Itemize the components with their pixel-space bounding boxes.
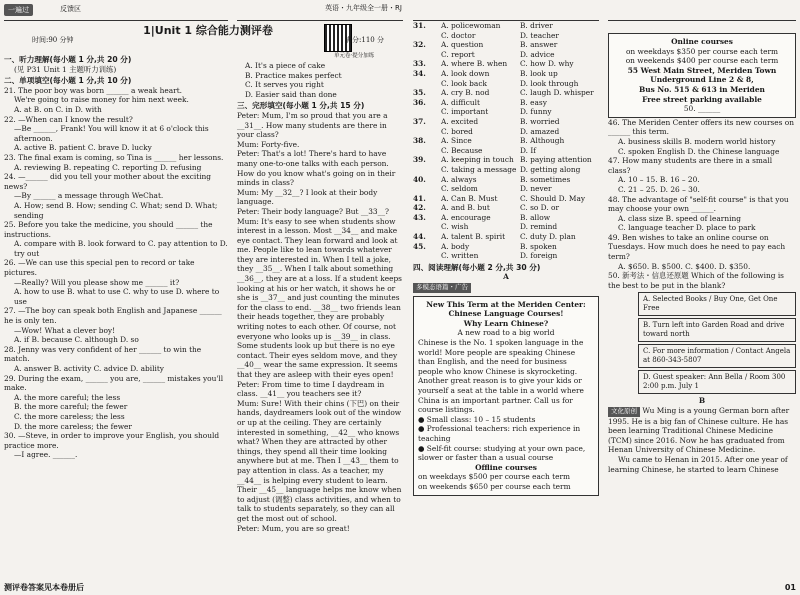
- choice-row: [413, 165, 599, 175]
- option-line: C. 21 – 25. D. 26 – 30.: [618, 184, 700, 194]
- question: 26. —We can use this special pen to record or take pictures.: [4, 258, 195, 278]
- question-line: A. compare with B. look forward to C. pay attention to D. try out: [14, 239, 228, 258]
- choice-row: [413, 232, 599, 242]
- box-line: on weekends $400 per course each term: [625, 56, 779, 66]
- option-line: A. 10 – 15. B. 16 – 20.: [618, 175, 700, 185]
- ad-line: Chinese is the No. 1 spoken language in the world! More people are speaking Chinese than English, and the need for business people who know Chinese is skyrocketing. Another great reason is to give your kids or yourself a seat at the table in a world where China is an important partner. Call us for course listings.: [418, 338, 584, 415]
- choice-number: 44.: [413, 232, 426, 242]
- choice-option: B. sometimes: [520, 174, 571, 184]
- choice-option: D. foreign: [520, 251, 558, 261]
- choice-option: C. bored: [441, 126, 473, 136]
- book-label: 英语・九年级全一册・RJ: [325, 4, 402, 12]
- choice-option: B. allow: [520, 212, 551, 222]
- choice-row: [413, 21, 599, 31]
- question: 27. —The boy can speak both English and Japanese ______ he is only ten.: [4, 306, 222, 326]
- choice-row: [413, 222, 599, 232]
- right-column: [604, 0, 800, 595]
- ad-box: [413, 296, 599, 496]
- choice-row: [413, 194, 599, 204]
- choice-option: D. remind: [520, 222, 558, 232]
- title-block: [18, 22, 398, 45]
- dialogue-line: Peter: Mum, you are so great!: [237, 523, 350, 533]
- q50-option: A. Selected Books / Buy One, Get One Free: [638, 292, 796, 316]
- question-line: A. active B. patient C. brave D. lucky: [14, 143, 152, 153]
- question: 49. Ben wishes to take an online course on Tuesdays. How much does he need to pay each term?: [608, 232, 786, 262]
- choice-option: A. body: [441, 241, 470, 251]
- dialogue-line: Peter: From time to time I daydream in class. __41__ you teachers see it?: [237, 379, 385, 399]
- section-heading: 三、完形填空(每小题 1 分,共 15 分): [237, 101, 365, 111]
- choice-number: 34.: [413, 68, 426, 78]
- choice-option: A. policewoman: [441, 21, 501, 30]
- choice-option: B. driver: [520, 21, 553, 30]
- choice-number: 35.: [413, 88, 426, 98]
- dialogue-line: Mum: It's easy to see when students show interest in a lesson. Most __34__ and make eye contact. They lean forward and look at me. People like to lean towards whatever they are interested in. When I tell a joke, they __35__. When I talk about something __36__, they are at a loss. If a student keeps looking at his or her watch, it shows he or she is __37__ and just counting the minutes for the class to end. __38__ two friends lean their heads together, they are probably writing notes to each other. Of course, not everyone who looks up is __39__ in class. Some students look up but there is no eye contact. Their eyes seldom move, and they __40__ wear the same expression. It seems that they are asleep with their eyes open!: [237, 216, 402, 379]
- choice-row: [413, 98, 599, 108]
- ad-line: on weekdays $500 per course each term: [418, 472, 571, 482]
- choice-option: C. written: [441, 251, 479, 261]
- choice-number: [413, 79, 441, 89]
- question: 50. 新考法・信息还原题 Which of the following is the best to be put in the blank?: [608, 271, 784, 290]
- choice-number: [413, 50, 441, 60]
- choice-option: C. important: [441, 107, 489, 117]
- choice-number: 39.: [413, 155, 426, 165]
- choice-option: C. laugh D. whisper: [520, 88, 594, 98]
- choice-row: [413, 50, 599, 60]
- box-line: 50. ______: [683, 104, 721, 114]
- question: 47. How many students are there in a small class?: [608, 156, 773, 175]
- choice-option: A. always: [441, 174, 477, 184]
- choice-row: [413, 146, 599, 156]
- choice-row: [413, 59, 599, 69]
- ad-line: ● Small class: 10 – 15 students: [418, 414, 536, 424]
- feedback-tag: 反馈区: [60, 5, 81, 13]
- choice-row: [413, 127, 599, 137]
- passage-a-label: A: [503, 272, 509, 282]
- question-line: We're going to raise money for him next week.: [14, 95, 189, 105]
- choice-number: [413, 127, 441, 137]
- choice-option: A. excited: [441, 116, 479, 126]
- question-line: A. How; send B. How; sending C. What; send D. What; sending: [14, 200, 218, 220]
- choice-option: A. difficult: [441, 97, 480, 107]
- choice-option: C. look back: [441, 78, 487, 88]
- passage-b: [608, 406, 796, 455]
- dialogue-line: Peter: Mum, I'm so proud that you are a __31__. How many students are there in your class?: [237, 110, 388, 140]
- option-line: C. spoken English D. the Chinese language: [618, 146, 780, 156]
- full-score: 满分:110 分: [345, 35, 384, 44]
- choice-option: D. funny: [520, 107, 552, 117]
- box-line: Free street parking available: [642, 94, 762, 104]
- choice-number: 37.: [413, 116, 426, 126]
- choice-number: 33.: [413, 59, 426, 69]
- choice-number: [413, 146, 441, 156]
- choice-option: D. amazed: [520, 126, 560, 136]
- brand-ribbon: 一遍过: [4, 4, 33, 16]
- choice-row: [413, 31, 599, 41]
- choice-option: C. Should D. May: [520, 193, 586, 203]
- choice-option: D. If: [520, 145, 537, 155]
- question-line: A. how to use B. what to use C. why to use D. where to use: [14, 287, 220, 306]
- choice-option: D. getting along: [520, 164, 581, 174]
- middle-content: [237, 61, 403, 533]
- choice-row: [413, 175, 599, 185]
- choice-option: B. worried: [520, 116, 560, 126]
- choice-option: C. how D. why: [520, 59, 574, 69]
- choice-option: B. easy: [520, 97, 547, 107]
- choice-option: A. look down: [441, 68, 490, 78]
- choice-row: [413, 136, 599, 146]
- box-line: 55 West Main Street, Meriden Town: [627, 65, 777, 75]
- choice-option: C. report: [441, 49, 475, 59]
- choice-number: 36.: [413, 97, 426, 107]
- choice-row: [413, 242, 599, 252]
- ad-line: on weekends $650 per course each term: [418, 481, 571, 491]
- dialogue-line: A. It's a piece of cake: [245, 61, 326, 70]
- question: 22. —When can I know the result?: [4, 114, 133, 124]
- choice-option: A. talent B. spirit: [441, 232, 506, 242]
- answer-note: 测评卷答案见本卷册后: [4, 583, 84, 593]
- dialogue-line: Mum: My __32__? I look at their body language.: [237, 187, 378, 207]
- q50-option: C. For more information / Contact Angela at 860-343-5807: [638, 344, 796, 368]
- choice-option: A. where B. when: [441, 59, 508, 69]
- passage-b-text: Wu Ming is a young German born after 1995. He is a big fan of Chinese culture. He has been learning Traditional Chinese Medicine (TCM) since 2016. Now he has graduated from Henan University of Chinese Medicine.: [608, 406, 790, 455]
- choice-row: [413, 40, 599, 50]
- right-questions: [608, 118, 796, 291]
- question-line: D. the more careless; the fewer: [14, 421, 132, 431]
- question: 46. The Meriden Center offers its new courses on ______ this term.: [608, 117, 795, 137]
- box-line: Bus No. 515 & 613 in Meriden: [639, 84, 765, 94]
- choice-row: [413, 88, 599, 98]
- passage-b-2: Wu came to Henan in 2015. After one year of learning Chinese, he started to learn Chinese: [608, 455, 788, 474]
- choice-number: 31.: [413, 21, 426, 30]
- choice-number: 43.: [413, 212, 426, 222]
- choice-option: C. so D. or: [520, 203, 560, 213]
- choice-row: [413, 213, 599, 223]
- reading-title: 四、阅读理解(每小题 2 分,共 30 分): [413, 262, 541, 272]
- choice-number: 38.: [413, 136, 426, 146]
- question: 30. —Steve, in order to improve your English, you should practice more.: [4, 431, 220, 450]
- choice-number: [413, 165, 441, 175]
- choice-option: A. and B. but: [441, 203, 490, 213]
- choice-option: C. Because: [441, 145, 483, 155]
- choice-option: B. look up: [520, 68, 558, 78]
- question-line: A. answer B. activity C. advice D. ability: [14, 364, 164, 373]
- section-heading: 一、听力理解(每小题 1 分,共 20 分): [4, 55, 132, 64]
- choice-option: D. advice: [520, 49, 555, 59]
- question-line: (见 P31 Unit 1 主题听力训练): [14, 64, 117, 74]
- choice-option: D. never: [520, 184, 552, 194]
- time-limit: 时间:90 分钟: [32, 35, 74, 44]
- ad-line: A new road to a big world: [457, 328, 555, 338]
- question-line: C. the more careless; the less: [14, 411, 125, 421]
- choice-number: [413, 31, 441, 41]
- section-heading: 二、单项填空(每小题 1 分,共 10 分): [4, 76, 132, 86]
- choice-option: C. doctor: [441, 30, 476, 40]
- dialogue-line: Mum: Forty-five.: [237, 139, 300, 149]
- choice-row: [413, 107, 599, 117]
- choice-number: 41.: [413, 193, 426, 203]
- choice-number: [413, 251, 441, 261]
- choice-option: A. keeping in touch: [441, 155, 514, 165]
- question: 25. Before you take the medicine, you should ______ the instructions.: [4, 220, 213, 239]
- question: 29. During the exam, ______ you are, ______ mistakes you'll make.: [4, 373, 224, 393]
- dialogue-line: Mum: Sure! With their chins (下巴) on their hands, daydreamers look out of the window or up at the ceiling. They are certainly interested in something, __42__ who knows what? When they are attracted by other things, they spend all their time looking anywhere but at me. Then I __43__ them to pay attention in class. As a teacher, my __44__ is helping every student to learn. Their __45__ language helps me know when to adjust (调整) class activities, and when to talk to students separately, so they can all get the most out of school.: [237, 398, 402, 523]
- middle-column: [234, 0, 406, 595]
- culture-tag: 文化原创: [608, 407, 640, 417]
- question: 24. —______ did you tell your mother about the exciting news?: [4, 172, 212, 191]
- qr-note: 单元卷·提分加练: [334, 53, 375, 59]
- dialogue-line: Peter: That's a lot! There's hard to have many one-to-one talks with each person. How do you know what's going on in their minds in class?: [237, 149, 396, 188]
- passage-b-label: B: [698, 396, 706, 406]
- choice-option: A. Since: [441, 136, 472, 146]
- choice-number: [413, 107, 441, 117]
- choice-option: A. question: [441, 40, 484, 50]
- online-box: [608, 33, 796, 118]
- question: 21. The poor boy was born ______ a weak heart.: [4, 85, 183, 95]
- choice-option: A. cry B. nod: [441, 88, 490, 98]
- question-line: A. the more careful; the less: [14, 392, 121, 402]
- question: 28. Jenny was very confident of her ______ to win the match.: [4, 344, 202, 364]
- choice-row: [413, 79, 599, 89]
- option-line: C. language teacher D. place to park: [618, 223, 756, 233]
- question-line: A. at B. on C. in D. with: [14, 104, 102, 114]
- ad-line: New This Term at the Meriden Center:: [426, 299, 586, 309]
- choice-option: C. taking a message: [441, 164, 517, 174]
- dialogue-line: B. Practice makes perfect: [245, 70, 342, 80]
- option-line: A. $650. B. $500. C. $400. D. $350.: [618, 261, 751, 271]
- q50-options: [608, 292, 796, 394]
- dialogue-line: Peter: Their body language? But __33__?: [237, 206, 389, 216]
- question-line: A. reviewing B. repeating C. reporting D. refusing: [14, 162, 202, 172]
- ad-line: Chinese Language Courses!: [448, 309, 564, 319]
- choice-number: 42.: [413, 203, 426, 213]
- choice-number: 40.: [413, 174, 426, 184]
- choice-row: [413, 184, 599, 194]
- cloze-options: [413, 21, 599, 261]
- choice-option: C. duty D. plan: [520, 232, 576, 242]
- ad-line: Why Learn Chinese?: [463, 318, 549, 328]
- dialogue-line: D. Easier said than done: [245, 89, 337, 99]
- question-line: —Really? Will you please show me ______ it?: [14, 277, 180, 287]
- choice-option: A. Can B. Must: [441, 193, 498, 203]
- choice-number: [413, 222, 441, 232]
- choice-option: D. look through: [520, 78, 579, 88]
- question-line: —Be ______, Frank! You will know it at 6 o'clock this afternoon.: [14, 124, 209, 143]
- q50-option: D. Guest speaker: Ann Bella / Room 300 2:00 p.m. July 1: [638, 370, 796, 394]
- option-line: A. business skills B. modern world history: [618, 136, 776, 146]
- choices-column: [410, 0, 602, 595]
- choice-option: B. Although: [520, 136, 565, 146]
- left-content: [4, 55, 228, 460]
- time-score: [18, 36, 398, 46]
- choice-option: B. answer: [520, 40, 558, 50]
- question-line: A. if B. because C. although D. so: [14, 335, 139, 345]
- option-line: A. class size B. speed of learning: [618, 213, 741, 223]
- choice-row: [413, 251, 599, 261]
- ad-line: ● Professional teachers: rich experience in teaching: [418, 424, 581, 443]
- question-line: —By ______ a message through WeChat.: [14, 191, 164, 201]
- box-line: on weekdays $350 per course each term: [625, 46, 779, 56]
- choice-option: C. seldom: [441, 184, 478, 194]
- choice-option: B. spoken: [520, 241, 557, 251]
- choice-option: B. paying attention: [520, 155, 592, 165]
- box-line: Underground Line 2 & 8,: [650, 75, 754, 85]
- dialogue-line: C. It serves you right: [245, 80, 324, 90]
- question-line: —Wow! What a clever boy!: [14, 325, 116, 335]
- q50-option: B. Turn left into Garden Road and drive toward north: [638, 318, 796, 342]
- page-title: 1|Unit 1 综合能力测评卷: [143, 24, 273, 37]
- choice-row: [413, 155, 599, 165]
- left-column: [0, 0, 232, 595]
- choice-number: [413, 184, 441, 194]
- choice-option: D. teacher: [520, 30, 559, 40]
- choice-row: [413, 69, 599, 79]
- choice-number: 32.: [413, 40, 426, 50]
- choice-number: 45.: [413, 241, 426, 251]
- choice-row: [413, 203, 599, 213]
- question: 23. The final exam is coming, so Tina is ______ her lessons.: [4, 152, 224, 162]
- box-line: Online courses: [671, 37, 733, 46]
- question-line: —I agree. ______.: [14, 450, 78, 460]
- choice-option: A. encourage: [441, 212, 491, 222]
- question-line: B. the more careful; the fewer: [14, 402, 128, 412]
- page-number: 01: [784, 583, 796, 593]
- ad-tag: 多模态语篇・广告: [413, 283, 471, 293]
- choice-row: [413, 117, 599, 127]
- choice-option: C. wish: [441, 222, 469, 232]
- ad-line: ● Self-fit course: studying at your own pace, slower or faster than a usual course: [418, 443, 586, 463]
- ad-line: Offline courses: [475, 462, 537, 472]
- question: 48. The advantage of "self-fit course" is that you may choose your own ______.: [608, 194, 789, 214]
